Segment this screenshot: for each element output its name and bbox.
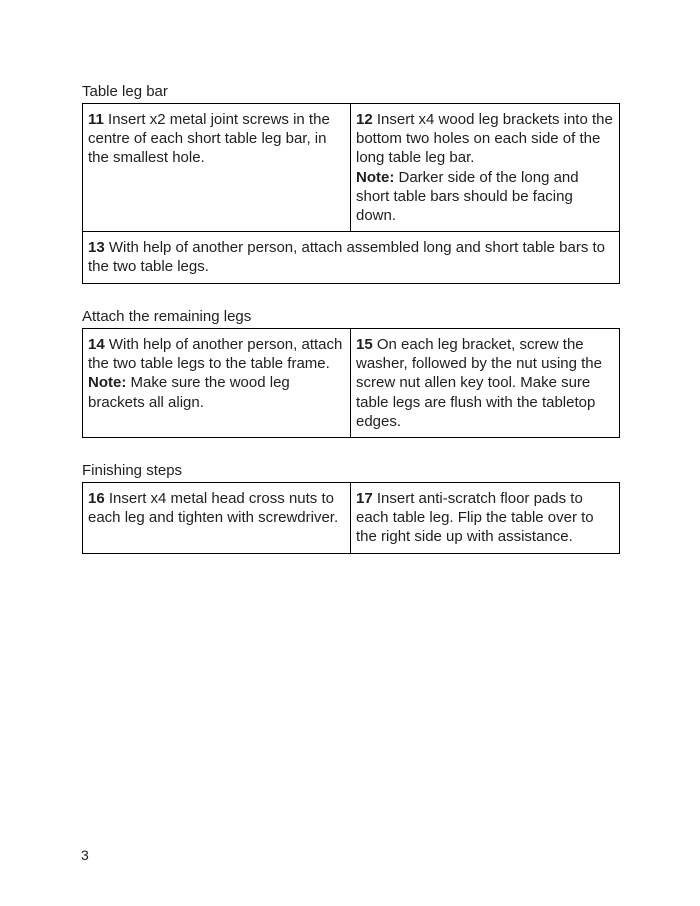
step-number: 13 <box>88 239 105 257</box>
step-text: On each leg bracket, screw the washer, followed by the nut using the screw nut allen key tool. Make sure table legs are flush with the tabletop edges. <box>356 336 602 430</box>
steps-table-table-leg-bar <box>82 103 620 284</box>
step-13-cell <box>83 232 620 283</box>
step-number: 16 <box>88 490 105 507</box>
page-number: 3 <box>81 847 89 863</box>
note-label: Note: <box>356 168 395 186</box>
step-text: With help of another person, attach the two table legs to the table frame. <box>88 336 343 373</box>
section-title-finishing-steps: Finishing steps <box>82 462 183 479</box>
step-number: 12 <box>356 111 373 128</box>
step-text: Insert x4 wood leg brackets into the bottom two holes on each side of the long table leg bar. <box>356 111 613 167</box>
step-15-cell <box>351 329 620 438</box>
table-row <box>83 483 620 554</box>
steps-table-attach-remaining-legs <box>82 328 620 438</box>
note-text: Make sure the wood leg brackets all align. <box>88 374 290 411</box>
table-row <box>83 329 620 438</box>
table-row <box>83 104 620 232</box>
step-number: 14 <box>88 336 105 353</box>
step-text: Insert x4 metal head cross nuts to each leg and tighten with screwdriver. <box>88 490 339 527</box>
table-row <box>83 232 620 283</box>
section-title-table-leg-bar: Table leg bar <box>82 83 168 100</box>
step-16-cell <box>83 483 351 554</box>
step-12-cell <box>351 104 620 232</box>
step-number: 17 <box>356 490 373 507</box>
section-title-attach-remaining-legs: Attach the remaining legs <box>82 308 252 325</box>
step-number: 11 <box>88 111 104 128</box>
step-text: Insert x2 metal joint screws in the centre of each short table leg bar, in the smallest hole. <box>88 111 330 167</box>
note-label: Note: <box>88 374 127 392</box>
note-text: Darker side of the long and short table bars should be facing down. <box>356 168 579 225</box>
step-14-cell <box>83 329 351 438</box>
step-text: Insert anti-scratch floor pads to each table leg. Flip the table over to the right side up with assistance. <box>356 490 594 546</box>
step-number: 15 <box>356 336 373 353</box>
step-text: With help of another person, attach assembled long and short table bars to the two table legs. <box>88 239 605 276</box>
step-11-cell <box>83 104 351 232</box>
steps-table-finishing-steps <box>82 482 620 554</box>
step-17-cell <box>351 483 620 554</box>
